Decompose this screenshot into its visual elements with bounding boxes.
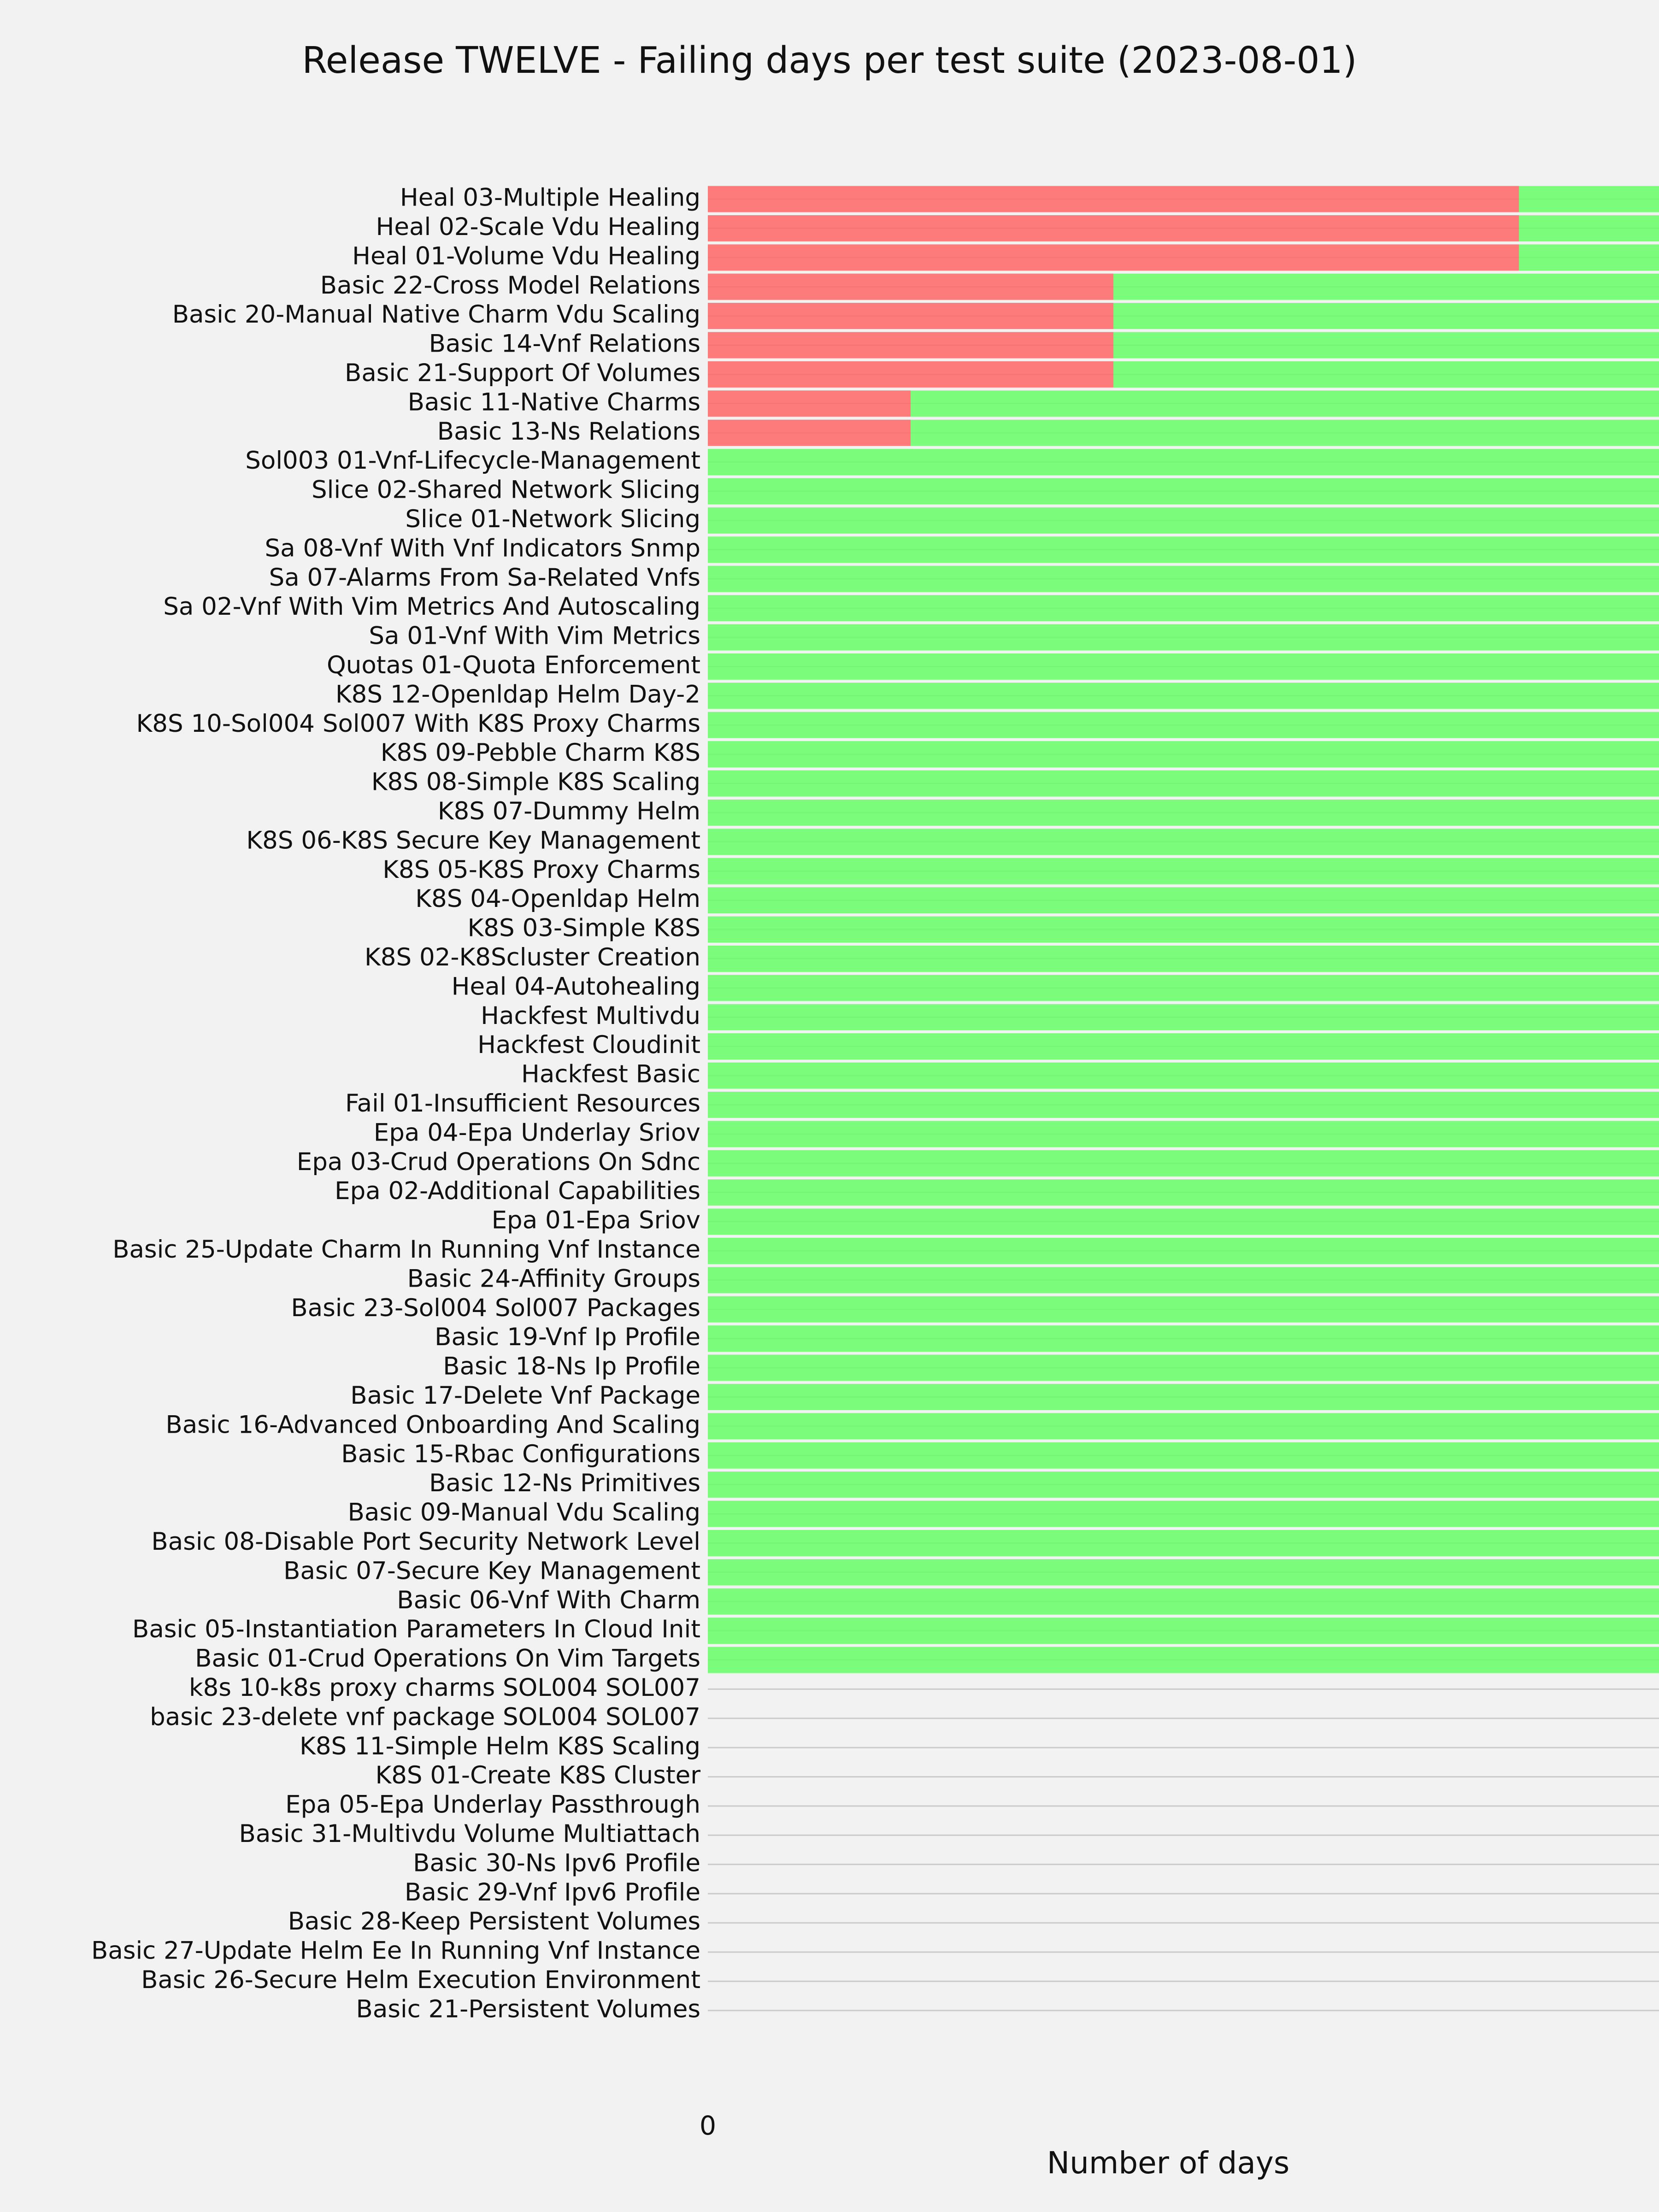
y-tick-label: K8S 09-Pebble Charm K8S: [380, 739, 700, 767]
bar-passing: [1519, 215, 1659, 241]
y-tick-label: Epa 04-Epa Underlay Sriov: [373, 1118, 700, 1147]
bar-failing: [708, 244, 1519, 271]
y-tick-label: Basic 29-Vnf Ipv6 Profile: [405, 1878, 700, 1906]
y-tick-labels: [91, 184, 700, 2024]
bars: [708, 186, 1659, 1673]
y-tick-label: K8S 02-K8Scluster Creation: [365, 943, 700, 972]
y-tick-label: Basic 27-Update Helm Ee In Running Vnf Instance: [91, 1936, 700, 1965]
y-tick-label: Epa 02-Additional Capabilities: [335, 1177, 700, 1206]
y-tick-label: Sa 01-Vnf With Vim Metrics: [369, 622, 700, 650]
y-tick-label: Sa 08-Vnf With Vnf Indicators Snmp: [265, 534, 700, 563]
y-tick-label: Heal 04-Autohealing: [451, 972, 700, 1001]
y-tick-label: Basic 22-Cross Model Relations: [320, 271, 700, 300]
y-tick-label: K8S 04-Openldap Helm: [415, 885, 700, 913]
chart-title: Release TWELVE - Failing days per test suite (2023-08-01): [302, 39, 1357, 82]
bar-passing: [708, 1618, 1659, 1644]
bar-passing: [708, 771, 1659, 797]
bar-passing: [708, 1209, 1659, 1235]
bar-passing: [708, 536, 1659, 563]
y-tick-label: Basic 31-Multivdu Volume Multiattach: [239, 1820, 700, 1848]
bar-failing: [708, 303, 1113, 329]
bar-failing: [708, 332, 1113, 359]
y-tick-label: K8S 10-Sol004 Sol007 With K8S Proxy Charms: [136, 709, 700, 738]
x-tick-label: 0: [699, 2111, 717, 2141]
y-tick-label: Quotas 01-Quota Enforcement: [327, 651, 700, 680]
bar-passing: [708, 1296, 1659, 1323]
y-tick-label: Basic 16-Advanced Onboarding And Scaling: [165, 1411, 700, 1439]
y-tick-label: Basic 19-Vnf Ip Profile: [435, 1323, 700, 1352]
bar-passing: [708, 1413, 1659, 1439]
y-tick-label: K8S 07-Dummy Helm: [437, 797, 700, 826]
bar-passing: [911, 420, 1659, 446]
bar-passing: [708, 975, 1659, 1001]
bar-passing: [708, 1501, 1659, 1527]
bar-passing: [708, 624, 1659, 651]
bar-passing: [708, 1588, 1659, 1615]
y-tick-label: basic 23-delete vnf package SOL004 SOL007: [150, 1703, 700, 1731]
bar-passing: [708, 1238, 1659, 1264]
y-tick-label: Basic 21-Persistent Volumes: [356, 1995, 700, 2024]
y-tick-label: Basic 25-Update Charm In Running Vnf Instance: [112, 1235, 700, 1264]
y-tick-label: Epa 05-Epa Underlay Passthrough: [285, 1790, 700, 1819]
y-tick-label: K8S 12-Openldap Helm Day-2: [335, 680, 700, 709]
y-tick-label: Basic 15-Rbac Configurations: [341, 1440, 700, 1468]
y-tick-label: Basic 21-Support Of Volumes: [344, 359, 700, 388]
bar-passing: [1113, 274, 1659, 300]
y-tick-label: Sa 07-Alarms From Sa-Related Vnfs: [269, 563, 700, 592]
y-tick-label: Basic 23-Sol004 Sol007 Packages: [291, 1294, 700, 1322]
y-tick-label: Basic 09-Manual Vdu Scaling: [347, 1498, 700, 1527]
y-tick-label: Heal 01-Volume Vdu Healing: [352, 242, 700, 271]
y-tick-label: Epa 03-Crud Operations On Sdnc: [296, 1147, 700, 1176]
bar-passing: [708, 917, 1659, 943]
y-tick-label: K8S 03-Simple K8S: [467, 914, 700, 942]
y-tick-label: Basic 07-Secure Key Management: [283, 1557, 700, 1585]
bar-passing: [708, 1384, 1659, 1410]
y-tick-label: K8S 01-Create K8S Cluster: [375, 1761, 700, 1790]
y-tick-label: Basic 01-Crud Operations On Vim Targets: [195, 1644, 700, 1673]
y-tick-label: Basic 12-Ns Primitives: [429, 1469, 700, 1498]
y-tick-label: K8S 06-K8S Secure Key Management: [246, 826, 700, 855]
bar-passing: [708, 1004, 1659, 1030]
y-tick-label: Basic 05-Instantiation Parameters In Cloud Init: [132, 1615, 700, 1644]
x-axis-label: Number of days: [1047, 2145, 1290, 2181]
y-tick-label: Basic 18-Ns Ip Profile: [443, 1352, 700, 1381]
y-tick-label: Basic 11-Native Charms: [407, 388, 700, 417]
bar-passing: [708, 1325, 1659, 1352]
bar-passing: [708, 1092, 1659, 1118]
bar-passing: [1519, 186, 1659, 212]
y-tick-label: Basic 20-Manual Native Charm Vdu Scaling: [172, 300, 700, 329]
y-tick-label: k8s 10-k8s proxy charms SOL004 SOL007: [188, 1674, 700, 1702]
bar-passing: [1113, 303, 1659, 329]
bar-passing: [708, 1559, 1659, 1585]
y-tick-label: Hackfest Cloudinit: [477, 1031, 700, 1059]
y-tick-label: K8S 08-Simple K8S Scaling: [371, 768, 700, 796]
y-tick-label: Hackfest Basic: [521, 1060, 700, 1088]
bar-passing: [708, 712, 1659, 738]
y-tick-label: Basic 06-Vnf With Charm: [397, 1586, 700, 1614]
bar-passing: [708, 800, 1659, 826]
y-tick-label: Hackfest Multivdu: [481, 1001, 700, 1030]
y-tick-label: Heal 03-Multiple Healing: [400, 183, 700, 212]
y-tick-label: Slice 02-Shared Network Slicing: [311, 476, 700, 504]
bar-passing: [708, 1471, 1659, 1498]
bar-passing: [708, 1530, 1659, 1556]
y-tick-label: K8S 11-Simple Helm K8S Scaling: [300, 1732, 700, 1760]
y-tick-label: Basic 14-Vnf Relations: [429, 329, 700, 358]
bar-passing: [708, 1063, 1659, 1089]
bar-passing: [1113, 361, 1659, 388]
bar-passing: [708, 1442, 1659, 1469]
y-tick-label: Sa 02-Vnf With Vim Metrics And Autoscaling: [163, 593, 700, 621]
bar-passing: [708, 1121, 1659, 1147]
y-tick-label: Basic 26-Secure Helm Execution Environment: [141, 1966, 700, 1994]
y-tick-label: Basic 28-Keep Persistent Volumes: [288, 1907, 700, 1936]
bar-passing: [708, 682, 1659, 709]
y-tick-label: K8S 05-K8S Proxy Charms: [382, 855, 700, 884]
bar-passing: [708, 887, 1659, 913]
bar-passing: [708, 478, 1659, 505]
bar-passing: [708, 741, 1659, 767]
bar-failing: [708, 274, 1113, 300]
bar-passing: [1113, 332, 1659, 359]
bar-failing: [708, 215, 1519, 241]
y-tick-label: Epa 01-Epa Sriov: [491, 1206, 700, 1235]
y-tick-label: Basic 17-Delete Vnf Package: [350, 1382, 700, 1410]
y-tick-label: Basic 08-Disable Port Security Network Level: [151, 1528, 700, 1556]
bar-passing: [708, 858, 1659, 884]
bar-failing: [708, 420, 911, 446]
bar-passing: [708, 595, 1659, 621]
bar-passing: [708, 507, 1659, 534]
bar-passing: [708, 1033, 1659, 1059]
bar-failing: [708, 186, 1519, 212]
y-tick-label: Basic 24-Affinity Groups: [407, 1265, 700, 1293]
bar-passing: [708, 1179, 1659, 1206]
y-tick-label: Basic 13-Ns Relations: [437, 417, 700, 446]
bar-passing: [911, 390, 1659, 417]
bar-passing: [708, 1647, 1659, 1673]
bar-passing: [1519, 244, 1659, 271]
bar-passing: [708, 1355, 1659, 1381]
bar-passing: [708, 1267, 1659, 1293]
y-tick-label: Sol003 01-Vnf-Lifecycle-Management: [245, 447, 700, 475]
bar-failing: [708, 390, 911, 417]
y-tick-label: Heal 02-Scale Vdu Healing: [376, 213, 700, 241]
bar-passing: [708, 829, 1659, 855]
bar-passing: [708, 566, 1659, 592]
x-tick-labels: [700, 2111, 1659, 2141]
y-tick-label: Fail 01-Insufficient Resources: [345, 1089, 700, 1118]
bar-failing: [708, 361, 1113, 388]
y-tick-label: Basic 30-Ns Ipv6 Profile: [413, 1849, 700, 1877]
bar-passing: [708, 946, 1659, 972]
y-tick-label: Slice 01-Network Slicing: [405, 505, 700, 534]
bar-passing: [708, 653, 1659, 680]
bar-passing: [708, 449, 1659, 475]
bar-passing: [708, 1150, 1659, 1177]
